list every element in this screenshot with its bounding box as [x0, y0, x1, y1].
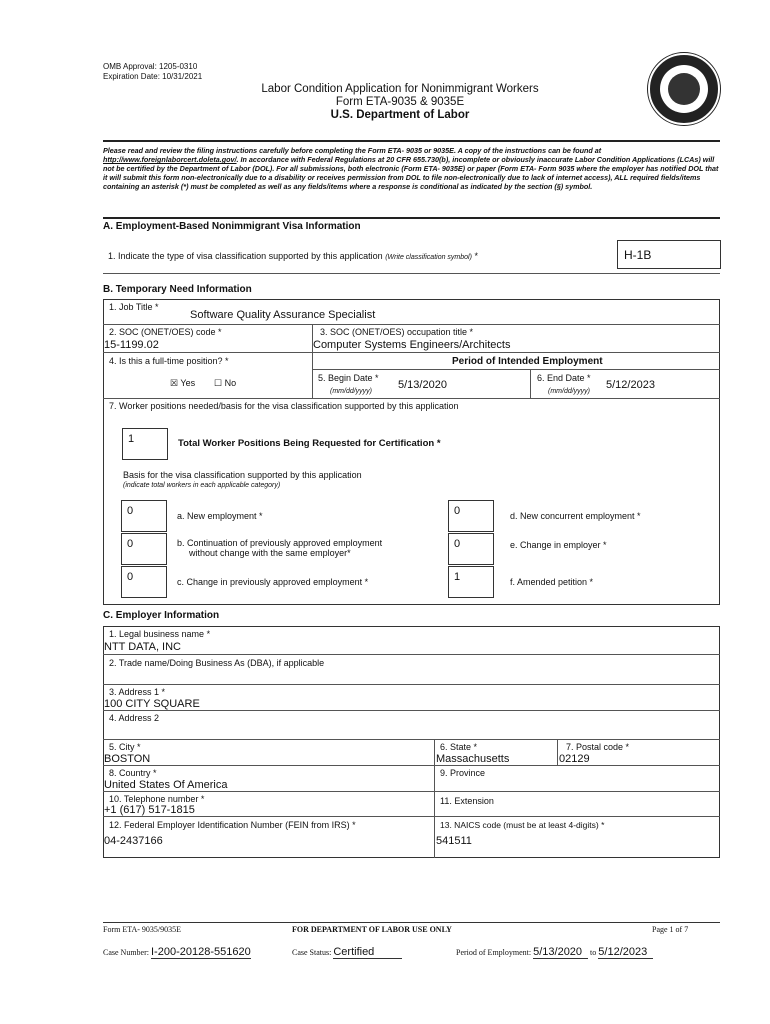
- change-employer-label: e. Change in employer *: [510, 540, 607, 550]
- begin-date-label: 5. Begin Date *: [318, 373, 379, 383]
- department-name: U.S. Department of Labor: [330, 109, 470, 121]
- fulltime-no[interactable]: ☐ No: [214, 378, 237, 388]
- naics-label: 13. NAICS code (must be at least 4-digits) *: [440, 820, 605, 830]
- soc-code-value[interactable]: 15-1199.02: [104, 339, 159, 351]
- basis-hint: (indicate total workers in each applicable category): [123, 482, 281, 489]
- case-status-value: Certified: [333, 946, 402, 959]
- form-title: Labor Condition Application for Nonimmigrant Workers: [261, 83, 539, 95]
- visa-class-field[interactable]: H-1B: [617, 240, 721, 269]
- change-employer-field[interactable]: 0: [448, 533, 494, 565]
- address2-label: 4. Address 2: [109, 713, 160, 723]
- new-concurrent-field[interactable]: 0: [448, 500, 494, 532]
- job-title-value[interactable]: Software Quality Assurance Specialist: [190, 309, 376, 321]
- worker-positions-label: 7. Worker positions needed/basis for the visa classification supported by this application: [109, 401, 459, 411]
- footer-form-id: Form ETA- 9035/9035E: [103, 925, 182, 934]
- new-employment-field[interactable]: 0: [121, 500, 167, 532]
- section-c-heading: C. Employer Information: [103, 610, 220, 621]
- state-value[interactable]: Massachusetts: [436, 753, 510, 765]
- change-previous-field[interactable]: 0: [121, 566, 167, 598]
- extension-label: 11. Extension: [440, 796, 494, 806]
- fein-value[interactable]: 04-2437166: [104, 835, 163, 847]
- change-previous-label: c. Change in previously approved employment *: [177, 577, 369, 587]
- visa-class-question: 1. Indicate the type of visa classification supported by this application (Write classification symbol) *: [108, 251, 478, 261]
- phone-value[interactable]: +1 (617) 517-1815: [104, 804, 195, 816]
- header-divider: [103, 140, 720, 142]
- soc-title-label: 3. SOC (ONET/OES) occupation title *: [320, 327, 474, 337]
- period-end: 5/12/2023: [598, 946, 653, 959]
- state-label: 6. State *: [440, 742, 478, 752]
- instructions-link[interactable]: http://www.foreignlaborcert.doleta.gov/: [103, 155, 237, 164]
- city-label: 5. City *: [109, 742, 141, 752]
- continuation-field[interactable]: 0: [121, 533, 167, 565]
- phone-label: 10. Telephone number *: [109, 794, 205, 804]
- section-b-heading: B. Temporary Need Information: [103, 284, 252, 295]
- amended-petition-label: f. Amended petition *: [510, 577, 594, 587]
- form-number: Form ETA-9035 & 9035E: [335, 96, 465, 108]
- postal-code-label: 7. Postal code *: [566, 742, 630, 752]
- postal-code-value[interactable]: 02129: [559, 753, 590, 765]
- trade-name-label: 2. Trade name/Doing Business As (DBA), if applicable: [109, 658, 325, 668]
- begin-date-hint: (mm/dd/yyyy): [330, 388, 372, 395]
- case-number: Case Number: I-200-20128-551620: [103, 946, 251, 958]
- province-label: 9. Province: [440, 768, 486, 778]
- new-concurrent-label: d. New concurrent employment *: [510, 511, 641, 521]
- period-heading: Period of Intended Employment: [452, 356, 603, 367]
- end-date-hint: (mm/dd/yyyy): [548, 388, 590, 395]
- omb-info: [103, 62, 202, 82]
- fulltime-yes[interactable]: ☒ Yes: [170, 378, 196, 388]
- new-employment-label: a. New employment *: [177, 511, 263, 521]
- total-positions-field[interactable]: 1: [122, 428, 168, 460]
- dol-seal-icon: [648, 53, 720, 125]
- omb-approval: OMB Approval: 1205-0310: [103, 62, 198, 71]
- checked-box-icon: ☒: [170, 378, 179, 388]
- end-date-label: 6. End Date *: [537, 373, 591, 383]
- section-a-heading: A. Employment-Based Nonimmigrant Visa Information: [103, 221, 361, 232]
- footer-page: Page 1 of 7: [652, 925, 689, 934]
- naics-value[interactable]: 541511: [436, 835, 472, 847]
- city-value[interactable]: BOSTON: [104, 753, 151, 765]
- basis-label: Basis for the visa classification supported by this application: [123, 470, 362, 480]
- end-date-value[interactable]: 5/12/2023: [606, 379, 655, 391]
- address1-label: 3. Address 1 *: [109, 687, 166, 697]
- period-start: 5/13/2020: [533, 946, 588, 959]
- job-title-label: 1. Job Title *: [109, 302, 159, 312]
- unchecked-box-icon: ☐: [214, 378, 223, 388]
- fein-label: 12. Federal Employer Identification Number (FEIN from IRS) *: [109, 820, 356, 830]
- case-status: Case Status: Certified: [292, 946, 402, 958]
- period-of-employment: Period of Employment: 5/13/2020 to 5/12/2023: [456, 946, 653, 958]
- instructions: Please read and review the filing instructions carefully before completing the Form ETA- 9035 or 9035E. A copy of the instructions can be found at http://www.foreignlaborcert.doleta.gov/. In accordance with Federal Regulations at 20 CFR 655.730(b), incomplete or obviously inaccurate Labor Condition Applications (LCAs) will not be certified by the Department of Labor (DOL). For all submissions, both electronic (Form ETA- 9035E) or paper (Form ETA- Form 9035 where the employer has notified DOL that it will submit this form non-electronically due to a disability or receives permission from DOL to file non-electronically due to lack of internet access), ALL required fields/items containing an asterisk (*) must be completed as well as any fields/items where a response is conditional as indicated by the section (§) symbol.: [103, 146, 719, 191]
- begin-date-value[interactable]: 5/13/2020: [398, 379, 447, 391]
- case-number-value: I-200-20128-551620: [151, 946, 251, 958]
- expiration-date: Expiration Date: 10/31/2021: [103, 72, 203, 81]
- address1-value[interactable]: 100 CITY SQUARE: [104, 698, 200, 710]
- legal-name-value[interactable]: NTT DATA, INC: [104, 641, 181, 653]
- soc-code-label: 2. SOC (ONET/OES) code *: [109, 327, 222, 337]
- country-value[interactable]: United States Of America: [104, 779, 228, 791]
- amended-petition-field[interactable]: 1: [448, 566, 494, 598]
- footer-dol-use: FOR DEPARTMENT OF LABOR USE ONLY: [292, 925, 452, 934]
- country-label: 8. Country *: [109, 768, 157, 778]
- total-positions-label: Total Worker Positions Being Requested for Certification *: [178, 438, 441, 449]
- soc-title-value[interactable]: Computer Systems Engineers/Architects: [313, 339, 511, 351]
- legal-name-label: 1. Legal business name *: [109, 629, 211, 639]
- continuation-label: b. Continuation of previously approved employment without change with the same employer*: [177, 538, 383, 558]
- fulltime-label: 4. Is this a full-time position? *: [109, 356, 229, 366]
